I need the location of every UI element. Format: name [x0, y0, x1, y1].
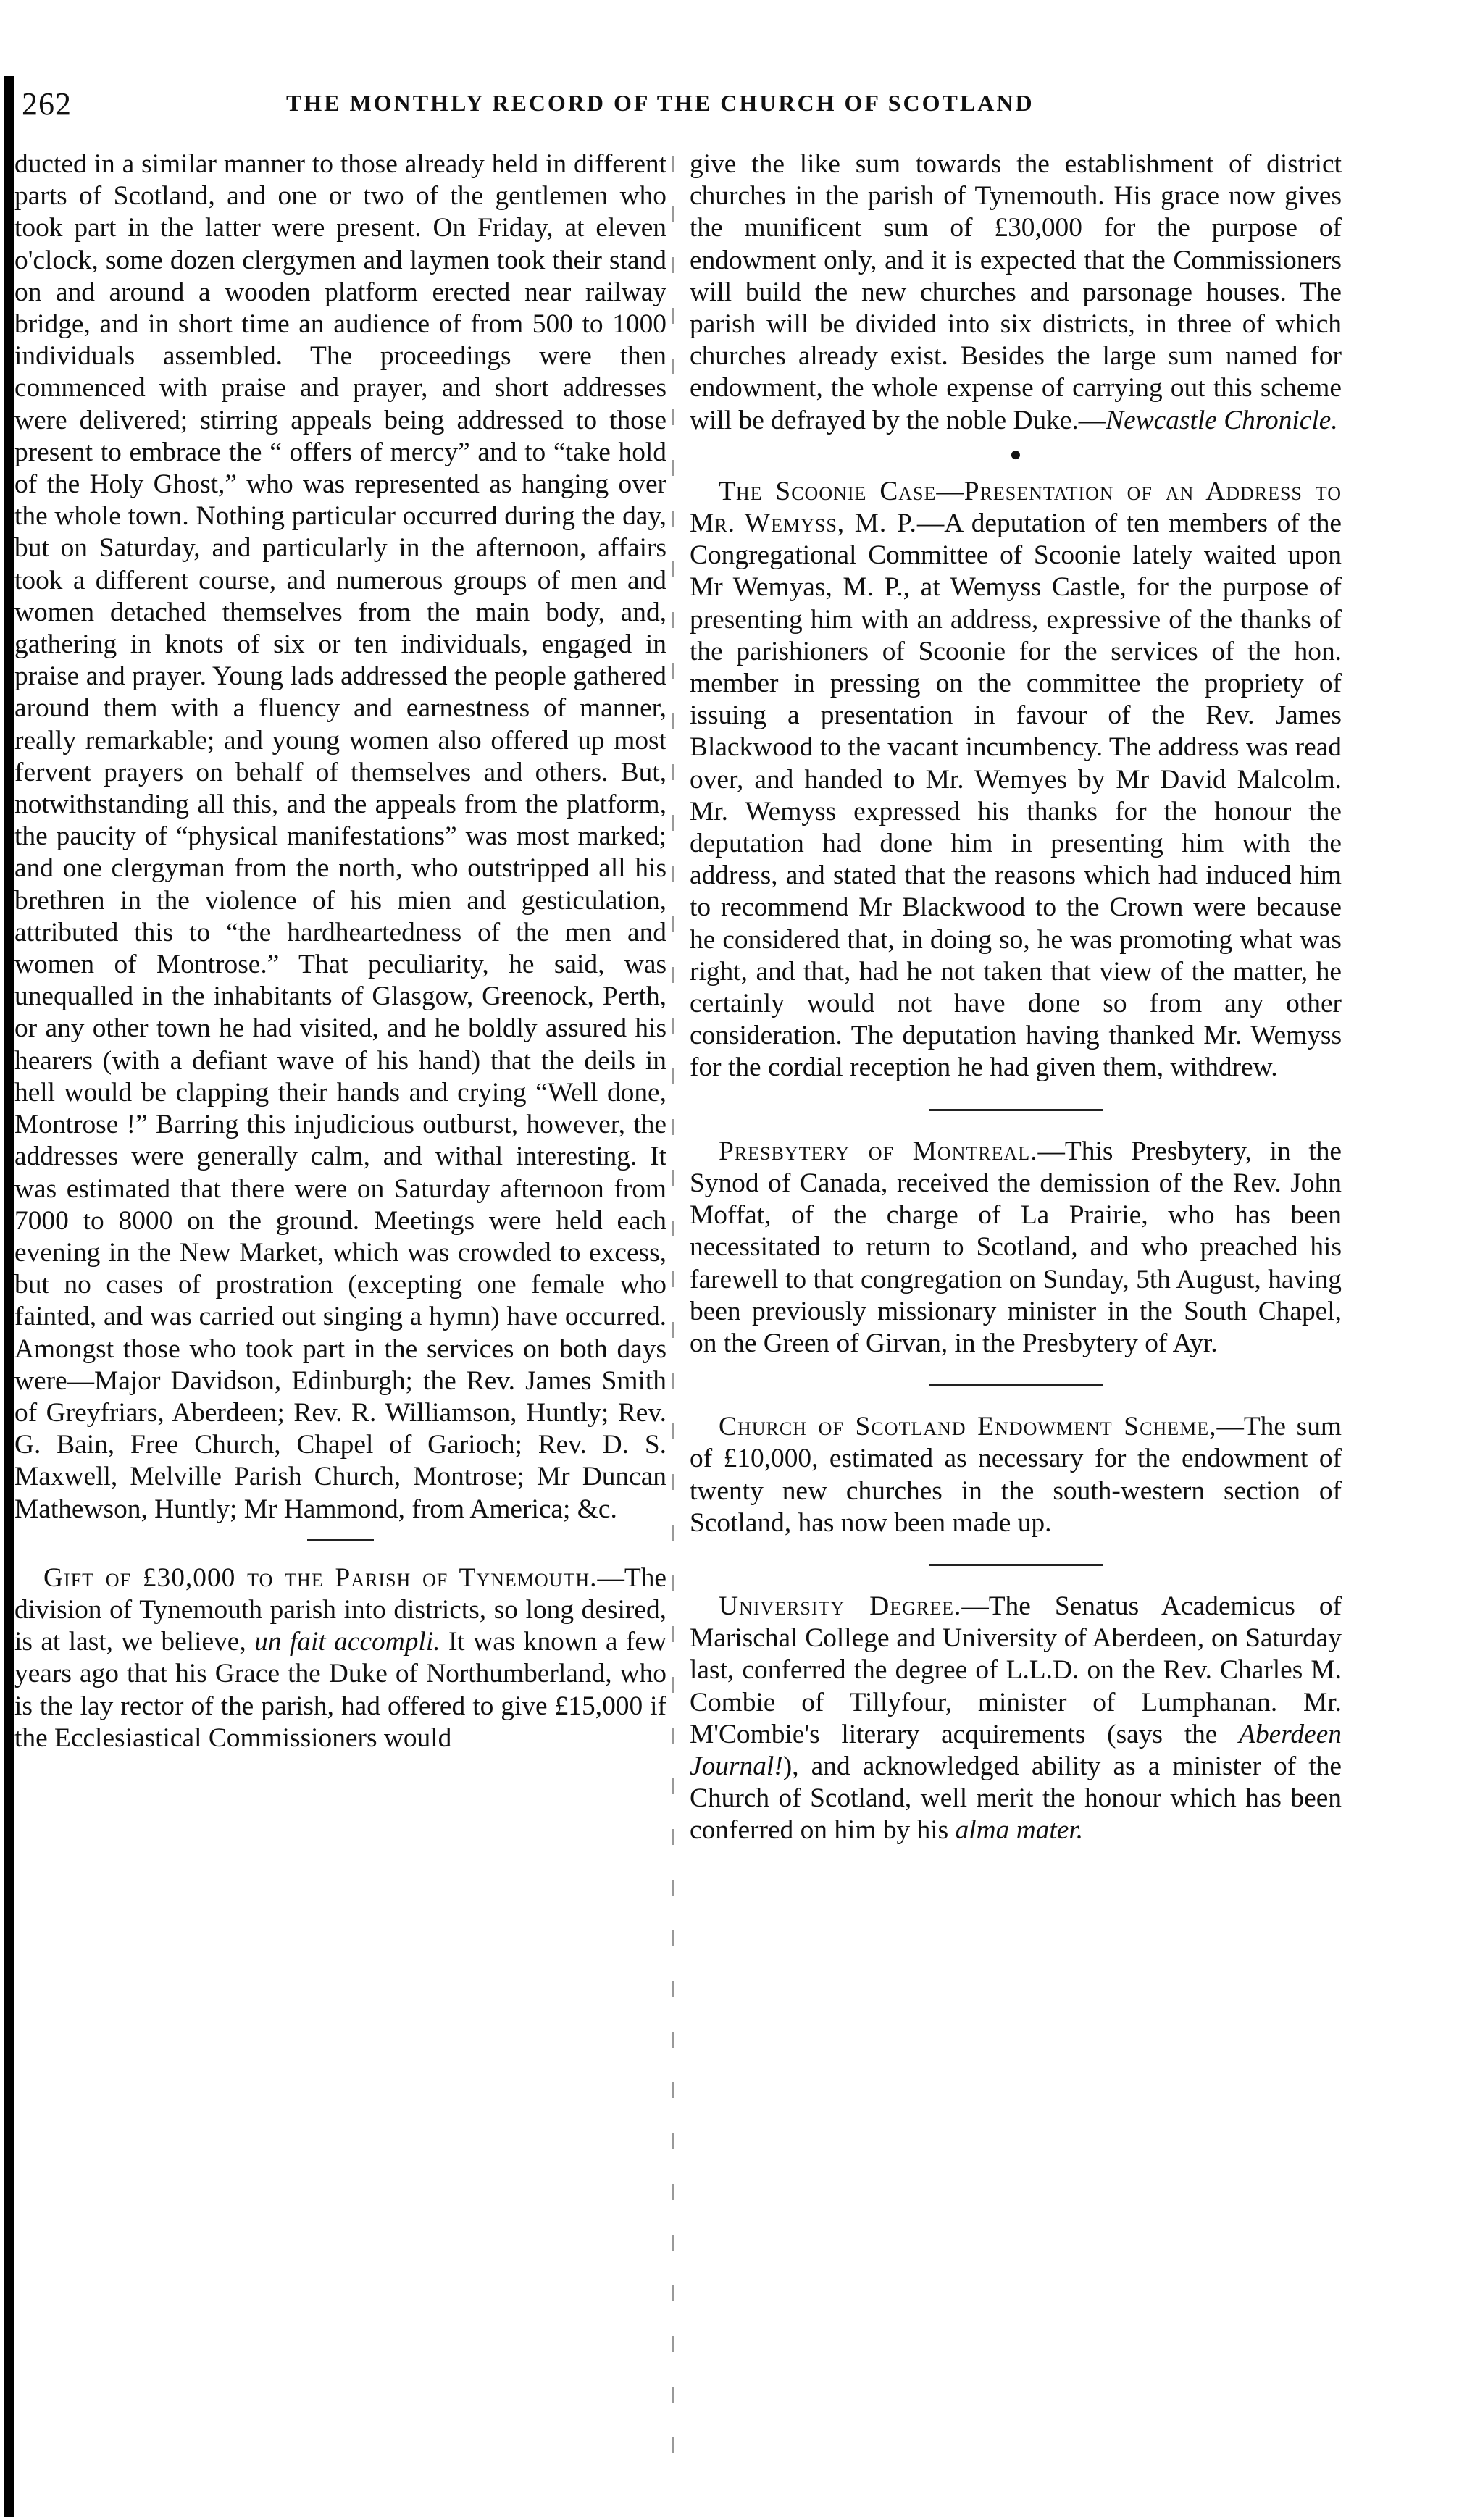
running-head: THE MONTHLY RECORD OF THE CHURCH OF SCOTLAND: [286, 90, 1035, 116]
endowment-text: —The sum of £10,000, estimated as necessary for the endowment of twenty new churches in the south-western section of Scotland, has now been made up.: [690, 1412, 1342, 1538]
section-rule: [929, 1109, 1103, 1111]
gift-article: [14, 1562, 666, 1754]
endowment-article: [690, 1411, 1342, 1539]
gift-italic: un fait accompli.: [254, 1627, 440, 1657]
left-column: [14, 148, 666, 1754]
gift-text-end: It was known a few years ago that his Grace the Duke of Northumberland, who is the lay rector of the parish, had offered to give £15,000 if the Ecclesiastical Commissioners would: [14, 1627, 666, 1753]
section-rule: [307, 1539, 374, 1541]
montreal-heading: Presbytery of Montreal.: [719, 1136, 1038, 1166]
montreal-text: —This Presbytery, in the Synod of Canada, received the demission of the Rev. John Moffat, of the charge of La Prairie, who has been necessitated to return to Scotland, and who preached his farewell to that congregation on Sunday, 5th August, having been previously missionary minister in the South Chapel, on the Green of Girvan, in the Presbytery of Ayr.: [690, 1136, 1342, 1358]
gift-text-start: —The division of Tynemouth parish into districts, so long desired, is at last, we believe,: [14, 1562, 666, 1657]
degree-article: [690, 1591, 1342, 1847]
degree-source: Aberdeen Journal!: [690, 1719, 1342, 1781]
scoonie-heading: The Scoonie Case—Presentation of an Address to Mr. Wemyss, M. P.: [690, 476, 1342, 539]
column-divider: [672, 156, 674, 2459]
degree-heading: University Degree.: [719, 1591, 962, 1621]
section-ornament: ●: [1009, 443, 1022, 466]
scoonie-article: [690, 476, 1342, 1084]
page-number: 262: [22, 86, 72, 122]
right-column: [690, 148, 1342, 1847]
endowment-heading: Church of Scotland Endowment Scheme,: [719, 1412, 1217, 1442]
montreal-article: [690, 1136, 1342, 1360]
gift-heading: Gift of £30,000 to the Parish of Tynemouth.: [43, 1562, 598, 1593]
degree-text-mid: ), and acknowledged ability as a minister of the Church of Scotland, well merit the honour which has been conferred on him by his: [690, 1751, 1342, 1846]
page-header: [0, 85, 1467, 129]
montrose-revival-paragraph: ducted in a similar manner to those already held in different parts of Scotland, and one or two of the gentlemen who took part in the latter were present. On Friday, at eleven o'clock, some dozen clergymen and laymen took their stand on and around a wooden platform erected near railway bridge, and in short time an audience of from 500 to 1000 individuals assembled. The proceedings were then commenced with praise and prayer, and short addresses were delivered; stirring appeals being addressed to those present to embrace the “ offers of mercy” and to “take hold of the Holy Ghost,” who was represented as hanging over the whole town. Nothing particular occurred during the day, but on Saturday, and particularly in the afternoon, affairs took a different course, and numerous groups of men and women detached themselves from the main body, and, gathering in knots of six or ten individuals, engaged in praise and prayer. Young lads addressed the people gathered around them with a fluency and earnestness of manner, really remarkable; and young women also offered up most fervent prayers on behalf of themselves and others. But, notwithstanding all this, and the appeals from the platform, the paucity of “physical manifestations” was most marked; and one clergyman from the north, who outstripped all his brethren in the violence of his mien and gesticulation, attributed this to “the hardheartedness of the men and women of Montrose.” That peculiarity, he said, was unequalled in the inhabitants of Glasgow, Greenock, Perth, or any other town he had visited, and he boldly assured his hearers (with a defiant wave of his hand) that the deils in hell would be clapping their hands and crying “Well done, Montrose !” Barring this injudicious outburst, however, the addresses were generally calm, and withal interesting. It was estimated that there were on Saturday afternoon from 7000 to 8000 on the ground. Meetings were held each evening in the New Market, which was crowded to excess, but no cases of prostration (excepting one female who fainted, and was carried out singing a hymn) have occurred. Amongst those who took part in the services on both days were—Major Davidson, Edinburgh; the Rev. James Smith of Greyfriars, Aberdeen; Rev. R. Williamson, Huntly; Rev. G. Bain, Free Church, Chapel of Garioch; Rev. D. S. Maxwell, Melville Parish Church, Montrose; Mr Duncan Mathewson, Huntly; Mr Hammond, from America; &c.: [14, 149, 666, 1524]
gift-source: Newcastle Chronicle.: [1106, 405, 1338, 435]
section-rule: [929, 1384, 1103, 1386]
binding-edge: [4, 76, 14, 2517]
gift-continuation: [690, 148, 1342, 437]
degree-alma-mater: alma mater.: [955, 1815, 1084, 1846]
section-rule: [929, 1564, 1103, 1566]
scoonie-text: —A deputation of ten members of the Congregational Committee of Scoonie lately waited upon Mr Wemyas, M. P., at Wemyss Castle, for the purpose of presenting him with an address, expressive of the thanks of the parishioners of Scoonie for the services of the hon. member in pressing on the committee the propriety of issuing a presentation in favour of the Rev. James Blackwood to the vacant incumbency. The address was read over, and handed to Mr. Wemyes by Mr David Malcolm. Mr. Wemyss expressed his thanks for the honour the deputation had done him in presenting him with the address, and stated that the reasons which had induced him to recommend Mr Blackwood to the Crown were because he considered that, in doing so, he was promoting what was right, and that, had he not taken that view of the matter, he certainly would not have done so from any other consideration. The deputation having thanked Mr. Wemyss for the cordial reception he had given them, withdrew.: [690, 508, 1342, 1083]
degree-text-start: —The Senatus Academicus of Marischal College and University of Aberdeen, on Saturday last, conferred the degree of L.L.D. on the Rev. Charles M. Combie of Tillyfour, minister of Lumphanan. Mr. M'Combie's literary acquirements (says the: [690, 1591, 1342, 1749]
gift-continuation-text: give the like sum towards the establishment of district churches in the parish of Tynemouth. His grace now gives the munificent sum of £30,000 for the purpose of endowment only, and it is expected that the Commissioners will build the new churches and parsonage houses. The parish will be divided into six districts, in three of which churches already exist. Besides the large sum named for endowment, the whole expense of carrying out this scheme will be defrayed by the noble Duke.—: [690, 149, 1342, 435]
